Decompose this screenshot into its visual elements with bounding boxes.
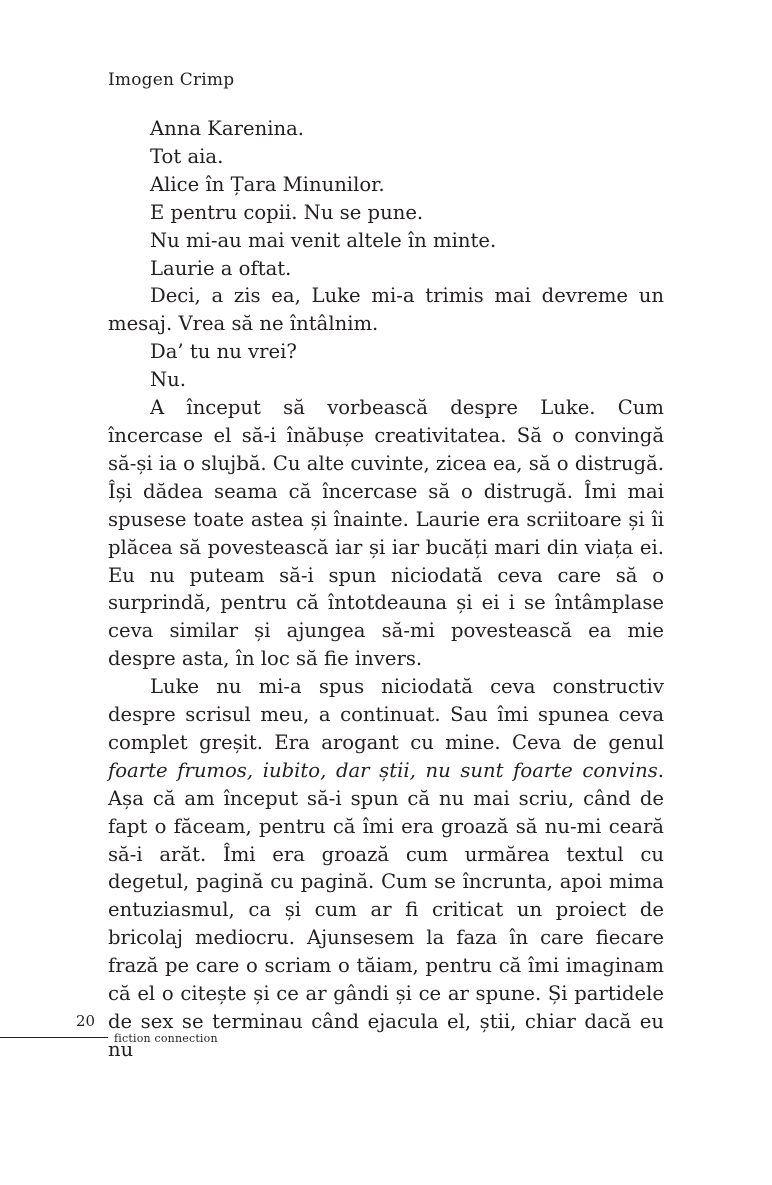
footer-divider [0, 1037, 108, 1038]
footer-imprint: fiction connection [114, 1032, 218, 1045]
paragraph: Laurie a oftat. [150, 256, 292, 280]
paragraph: Da’ tu nu vrei? [150, 340, 297, 364]
paragraph: E pentru copii. Nu se pune. [150, 200, 424, 224]
italic-quote: foarte frumos, iubito, dar știi, nu sunt foarte convins [108, 758, 658, 782]
paragraph: Anna Karenina. [150, 117, 304, 140]
paragraph: Nu. [150, 368, 186, 392]
page-number: 20 [76, 1012, 96, 1030]
paragraph: Tot aia. [150, 144, 224, 168]
paragraph: Deci, a zis ea, Luke mi-a trimis mai devreme un mesaj. Vrea să ne întâlnim. [108, 284, 664, 336]
running-header-author: Imogen Crimp [108, 70, 235, 90]
paragraph-text-end: . Așa că am început să-i spun că nu mai scriu, când de fapt o făceam, pentru că îmi era groază să nu-mi ceară să-i arăt. Îmi era groază cum urmărea textul cu degetul, pagină cu pagină. Cum se încrunta, apoi mima entuziasmul, ca și cum ar fi criticat un proiect de bricolaj mediocru. Ajunsesem la faza în care fiecare frază pe care o scriam o tăiam, pentru că îmi imaginam că el o citește și ce ar gândi și ce ar spune. Și partidele de sex se terminau când ejacula el, știi, chiar dacă eu nu [108, 758, 664, 1061]
paragraph: A început să vorbească despre Luke. Cum încercase el să-i înăbușe creativitatea. Să o convingă să-și ia o slujbă. Cu alte cuvinte, zicea ea, să o distrugă. Își dădea seama că încercase să o distrugă. Îmi mai spusese toate astea și înainte. Laurie era scriitoare și îi plăcea să povestească iar și iar bucăți mari din viața ei. Eu nu puteam să-i spun niciodată ceva care să o surprindă, pentru că întotdeauna și ei i se întâmplase ceva similar și ajungea să-mi povestească ea mie despre asta, în loc să fie invers. [108, 396, 664, 671]
body-text [108, 115, 664, 1064]
paragraph: Alice în Țara Minunilor. [150, 172, 385, 196]
paragraph-text-start: Luke nu mi-a spus niciodată ceva constructiv despre scrisul meu, a continuat. Sau îmi spunea ceva complet greșit. Era arogant cu mine. Ceva de genul [108, 675, 664, 754]
paragraph: Nu mi-au mai venit altele în minte. [150, 228, 497, 252]
paragraph-last [108, 673, 664, 1064]
